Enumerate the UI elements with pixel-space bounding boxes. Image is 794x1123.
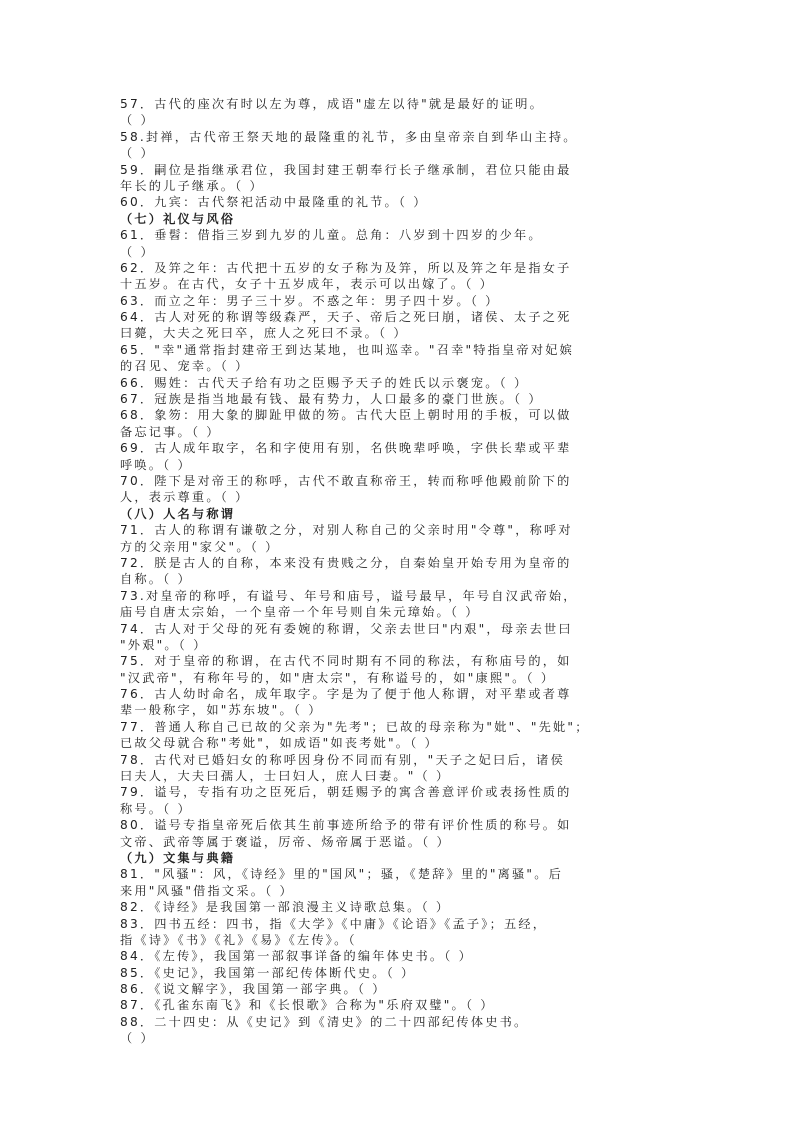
q61-line1: 61．垂髫：借指三岁到九岁的儿童。总角：八岁到十四岁的少年。 [120, 228, 543, 243]
q81-line1: 81．"风骚"：风，《诗经》里的"国风"；骚，《楚辞》里的"离骚"。后 [120, 867, 564, 882]
q85-line1: 85．《史记》，我国第一部纪传体断代史。（ ） [120, 965, 416, 980]
q86-line1: 86．《说文解字》，我国第一部字典。（ ） [120, 982, 387, 997]
q81-line2: 来用"风骚"借指文采。（ ） [120, 883, 294, 898]
q83-line1: 83．四书五经：四书，指《大学》《中庸》《论语》《孟子》；五经， [120, 916, 548, 931]
document-body [120, 96, 668, 1047]
q70-line1: 70．陛下是对帝王的称呼，古代不敢直称帝王，转而称呼他殿前阶下的 [120, 473, 572, 488]
q80-line2: 文帝、武帝等属于褒谥，厉帝、炀帝属于恶谥。（ ） [120, 834, 451, 849]
q88-answer-blank: （ ） [120, 1031, 155, 1046]
q57-line1: 57．古代的座次有时以左为尊，成语"虚左以待"就是最好的证明。 [120, 97, 544, 111]
q61-answer-blank: （ ） [120, 244, 155, 259]
q74-line1: 74．古人对于父母的死有委婉的称谓，父亲去世曰"内艰"，母亲去世曰 [120, 621, 573, 636]
section-heading-9: （九）文集与典籍 [120, 850, 236, 865]
q73-line2: 庙号自唐太宗始，一个皇帝一个年号则自朱元璋始。（ ） [120, 605, 480, 620]
q83-line2: 指《诗》《书》《礼》《易》《左传》。（ [120, 932, 357, 947]
q68-line1: 68．象笏：用大象的脚趾甲做的笏。古代大臣上朝时用的手板，可以做 [120, 408, 572, 423]
q58-answer-blank: （ ） [120, 146, 155, 161]
q76-line2: 辈一般称字，如"苏东坡"。（ ） [120, 703, 323, 718]
q75-line2: "汉武帝"，有称年号的，如"唐太宗"，有称谥号的，如"康熙"。（ ） [120, 670, 556, 685]
q67-line1: 67．冠族是指当地最有钱、最有势力，人口最多的豪门世族。（ ） [120, 392, 543, 407]
q59-line1: 59．嗣位是指继承君位，我国封建王朝奉行长子继承制，君位只能由最 [120, 162, 572, 177]
q69-line2: 呼唤。（ ） [120, 457, 192, 472]
q65-line1: 65．"幸"通常指封建帝王到达某地，也叫巡幸。"召幸"特指皇帝对妃嫔 [120, 342, 574, 357]
q65-line2: 的召见、宠幸。（ ） [120, 359, 250, 374]
q80-line1: 80．谥号专指皇帝死后依其生前事迹所给予的带有评价性质的称号。如 [120, 818, 572, 833]
q59-line2: 年长的儿子继承。（ ） [120, 178, 264, 193]
q76-line1: 76．古人幼时命名，成年取字。字是为了便于他人称谓，对平辈或者尊 [120, 687, 572, 702]
section-heading-8: （八）人名与称谓 [120, 506, 236, 521]
q62-line1: 62．及笄之年：古代把十五岁的女子称为及笄，所以及笄之年是指女子 [120, 260, 572, 275]
q64-line2: 曰薨，大夫之死曰卒，庶人之死曰不录。（ ） [120, 326, 408, 341]
q60-line1: 60．九宾：古代祭祀活动中最隆重的礼节。（ ） [120, 195, 428, 210]
q71-line1: 71．古人的称谓有谦敬之分，对别人称自己的父亲时用"令尊"，称呼对 [120, 523, 573, 538]
q75-line1: 75．对于皇帝的称谓，在古代不同时期有不同的称法，有称庙号的，如 [120, 654, 572, 669]
q73-line1: 73.对皇帝的称呼，有谥号、年号和庙号，谥号最早，年号自汉武帝始， [120, 588, 578, 603]
q58-line1: 58.封禅，古代帝王祭天地的最隆重的礼节，多由皇帝亲自到华山主持。 [120, 129, 578, 144]
q63-line1: 63．而立之年：男子三十岁。不惑之年：男子四十岁。（ ） [120, 293, 500, 308]
q70-line2: 人，表示尊重。（ ） [120, 490, 250, 505]
q64-line1: 64．古人对死的称谓等级森严，天子、帝后之死曰崩，诸侯、太子之死 [120, 310, 572, 325]
q79-line2: 称号。（ ） [120, 801, 192, 816]
q84-line1: 84．《左传》，我国第一部叙事详备的编年体史书。（ ） [120, 949, 473, 964]
q72-line1: 72．朕是古人的自称，本来没有贵贱之分，自秦始皇开始专用为皇帝的 [120, 555, 572, 570]
q87-line1: 87．《孔雀东南飞》和《长恨歌》合称为"乐府双璧"。（ ） [120, 998, 495, 1013]
q68-line2: 备忘记事。（ ） [120, 424, 221, 439]
q57-answer-blank: （ ） [120, 113, 155, 128]
q62-line2: 十五岁。在古代，女子十五岁成年，表示可以出嫁了。（ ） [120, 277, 495, 292]
q71-line2: 方的父亲用"家父"。（ ） [120, 539, 280, 554]
q74-line2: "外艰"。（ ） [120, 637, 208, 652]
q69-line1: 69．古人成年取字，名和字使用有别，名供晚辈呼唤，字供长辈或平辈 [120, 441, 572, 456]
q77-line1: 77．普通人称自己已故的父亲为"先考"；已故的母亲称为"妣"、"先妣"； [120, 719, 590, 734]
q79-line1: 79．谥号，专指有功之臣死后，朝廷赐予的寓含善意评价或表扬性质的 [120, 785, 572, 800]
q77-line2: 已故父母就合称"考妣"，如成语"如丧考妣"。（ ） [120, 736, 439, 751]
section-heading-7: （七）礼仪与风俗 [120, 211, 236, 226]
q78-line1: 78．古代对已婚妇女的称呼因身份不同而有别，"天子之妃曰后，诸侯 [120, 752, 565, 767]
q78-line2: 曰夫人，大夫曰孺人，士曰妇人，庶人曰妻。"（ ） [120, 769, 451, 784]
q88-line1: 88．二十四史：从《史记》到《清史》的二十四部纪传体史书。 [120, 1014, 529, 1029]
q82-line1: 82．《诗经》是我国第一部浪漫主义诗歌总集。（ ） [120, 900, 451, 915]
q66-line1: 66．赐姓：古代天子给有功之臣赐予天子的姓氏以示褒宠。（ ） [120, 375, 529, 390]
q72-line2: 自称。（ ） [120, 572, 192, 587]
